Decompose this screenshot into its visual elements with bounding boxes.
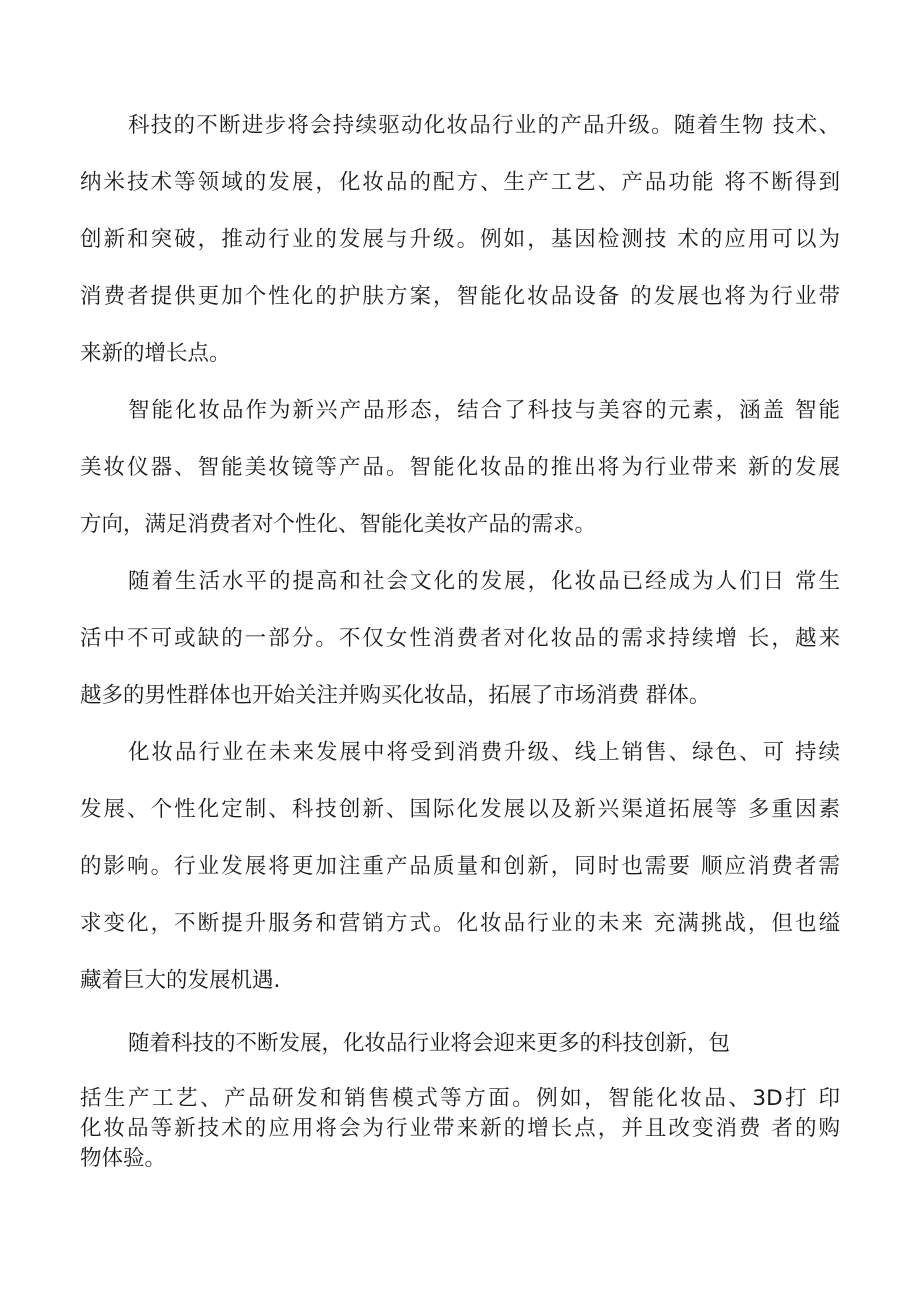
- paragraph-5-line-4: 物体验。: [80, 1146, 167, 1171]
- paragraph-3-line-1: 随着生活水平的提高和社会文化的发展，化妆品已经成为人们日 常生: [128, 569, 840, 594]
- paragraph-4-line-3: 的影响。行业发展将更加注重产品质量和创新，同时也需要 顺应消费者需: [80, 854, 840, 879]
- paragraph-2-line-3: 方向，满足消费者对个性化、智能化美妆产品的需求。: [80, 512, 597, 537]
- paragraph-5-line-1: 随着科技的不断发展，化妆品行业将会迎来更多的科技创新，包: [128, 1031, 731, 1056]
- paragraph-4-line-4: 求变化，不断提升服务和营销方式。化妆品行业的未来 充满挑战，但也缢: [80, 911, 840, 936]
- paragraph-1-line-2: 纳米技术等领域的发展，化妆品的配方、生产工艺、产品功能 将不断得到: [80, 170, 840, 195]
- paragraph-1-line-3: 创新和突破，推动行业的发展与升级。例如，基因检测技 术的应用可以为: [80, 227, 840, 252]
- paragraph-4-line-1: 化妆品行业在未来发展中将受到消费升级、线上销售、绿色、可 持续: [128, 740, 840, 765]
- paragraph-5-line-2: 括生产工艺、产品研发和销售模式等方面。例如，智能化妆品、3D打 印: [80, 1086, 840, 1111]
- paragraph-4-line-5: 藏着巨大的发展机遇.: [80, 968, 281, 993]
- paragraph-3-line-3: 越多的男性群体也开始关注并购买化妆品，拓展了市场消费 群体。: [80, 683, 711, 708]
- paragraph-1-line-4: 消费者提供更加个性化的护肤方案，智能化妆品设备 的发展也将为行业带: [80, 284, 840, 309]
- paragraph-5-line-3: 化妆品等新技术的应用将会为行业带来新的增长点，并且改变消费 者的购: [80, 1116, 840, 1141]
- paragraph-2-line-1: 智能化妆品作为新兴产品形态，结合了科技与美容的元素，涵盖 智能: [128, 398, 840, 423]
- paragraph-2-line-2: 美妆仪器、智能美妆镜等产品。智能化妆品的推出将为行业带来 新的发展: [80, 455, 840, 480]
- paragraph-4-line-2: 发展、个性化定制、科技创新、国际化发展以及新兴渠道拓展等 多重因素: [80, 797, 840, 822]
- paragraph-3-line-2: 活中不可或缺的一部分。不仅女性消费者对化妆品的需求持续增 长，越来: [80, 626, 840, 651]
- paragraph-1-line-5: 来新的增长点。: [80, 341, 231, 366]
- paragraph-1-line-1: 科技的不断进步将会持续驱动化妆品行业的产品升级。随着生物 技术、: [128, 113, 840, 138]
